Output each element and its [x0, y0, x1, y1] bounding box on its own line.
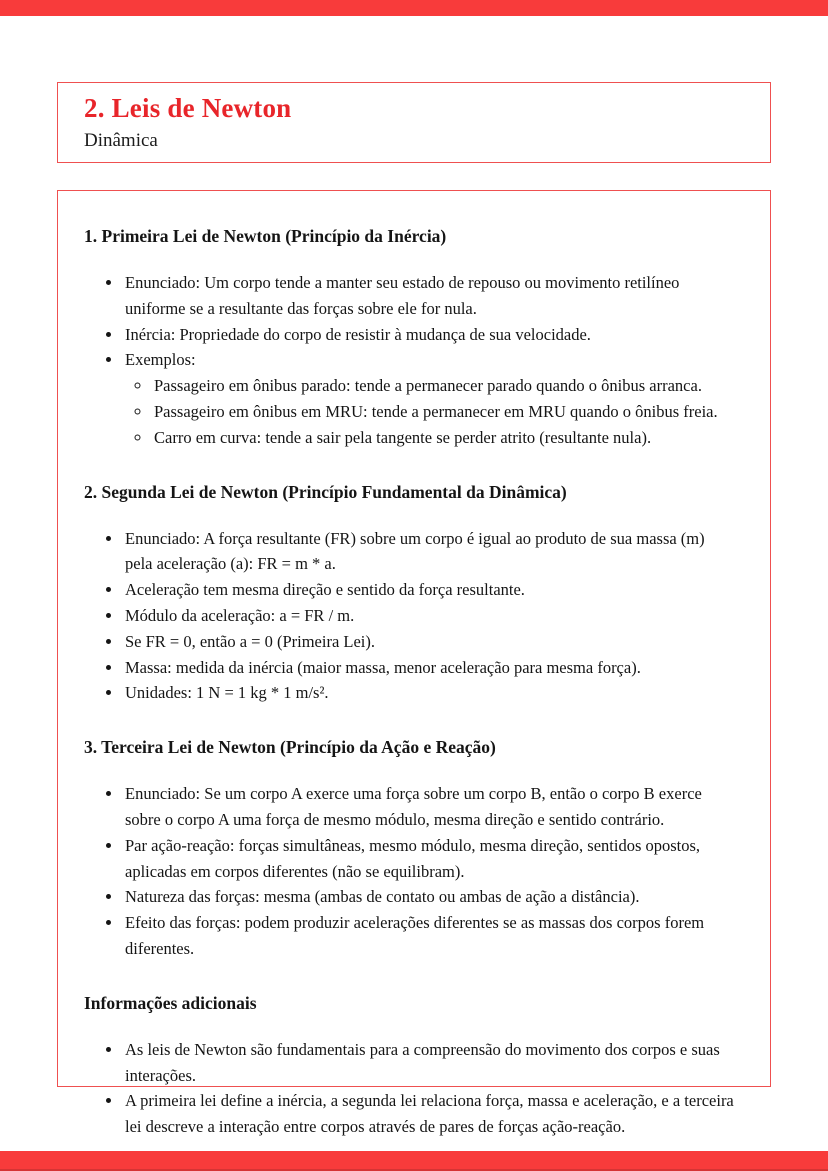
- page-subtitle: Dinâmica: [84, 130, 158, 151]
- list-item: • Aceleração tem mesma direção e sentido da força resultante.: [123, 577, 736, 603]
- list-item: • A primeira lei define a inércia, a segunda lei relaciona força, massa e aceleração, e a terceira lei descreve a interação entre corpos através de pares de forças ação-reação.: [123, 1088, 736, 1140]
- bullet-list: [84, 781, 736, 962]
- bullet-list: [84, 1037, 736, 1140]
- bullet-list: [84, 270, 736, 451]
- list-item: • Exemplos: ◦ Passageiro em ônibus parado: tende a permanecer parado quando o ônibus arranca. ◦ Passageiro em ônibus em MRU: tende a permanecer em MRU quando o ônibus freia. ◦ Carro em curva: tende a sair pela tangente se perder atrito (resultante nula).: [123, 347, 736, 450]
- bottom-red-bar: [0, 1151, 828, 1171]
- sub-bullet-list: [125, 373, 736, 450]
- content-box: [57, 190, 771, 1137]
- list-item: • Massa: medida da inércia (maior massa, menor aceleração para mesma força).: [123, 655, 736, 681]
- list-item: • Enunciado: A força resultante (FR) sobre um corpo é igual ao produto de sua massa (m) pela aceleração (a): FR = m * a.: [123, 526, 736, 578]
- list-item: • Módulo da aceleração: a = FR / m.: [123, 603, 736, 629]
- list-item: • Inércia: Propriedade do corpo de resistir à mudança de sua velocidade.: [123, 322, 736, 348]
- section-heading: 2. Segunda Lei de Newton (Princípio Fundamental da Dinâmica): [84, 481, 567, 502]
- list-item: • Natureza das forças: mesma (ambas de contato ou ambas de ação a distância).: [123, 884, 736, 910]
- list-item: • Efeito das forças: podem produzir acelerações diferentes se as massas dos corpos forem diferentes.: [123, 910, 736, 962]
- section-heading: Informações adicionais: [84, 992, 257, 1013]
- bullet-list: [84, 526, 736, 707]
- top-red-bar: [0, 0, 828, 16]
- section-heading: 1. Primeira Lei de Newton (Princípio da Inércia): [84, 226, 447, 246]
- list-item: • Par ação-reação: forças simultâneas, mesmo módulo, mesma direção, sentidos opostos, aplicadas em corpos diferentes (não se equilibram).: [123, 833, 736, 885]
- list-item: • Se FR = 0, então a = 0 (Primeira Lei).: [123, 629, 736, 655]
- list-item: • Enunciado: Se um corpo A exerce uma força sobre um corpo B, então o corpo B exerce sobre o corpo A uma força de mesmo módulo, mesma direção e sentido contrário.: [123, 781, 736, 833]
- section-heading: 3. Terceira Lei de Newton (Princípio da Ação e Reação): [84, 737, 496, 758]
- page-title: 2. Leis de Newton: [84, 93, 292, 123]
- sub-list-item: ◦ Passageiro em ônibus parado: tende a permanecer parado quando o ônibus arranca.: [152, 373, 736, 399]
- sub-list-item: ◦ Passageiro em ônibus em MRU: tende a permanecer em MRU quando o ônibus freia.: [152, 399, 736, 425]
- list-item: • Unidades: 1 N = 1 kg * 1 m/s².: [123, 680, 736, 706]
- title-box: [57, 82, 771, 163]
- list-item: • Enunciado: Um corpo tende a manter seu estado de repouso ou movimento retilíneo uniforme se a resultante das forças sobre ele for nula.: [123, 270, 736, 322]
- sub-list-item: ◦ Carro em curva: tende a sair pela tangente se perder atrito (resultante nula).: [152, 425, 736, 451]
- list-item: • As leis de Newton são fundamentais para a compreensão do movimento dos corpos e suas interações.: [123, 1037, 736, 1089]
